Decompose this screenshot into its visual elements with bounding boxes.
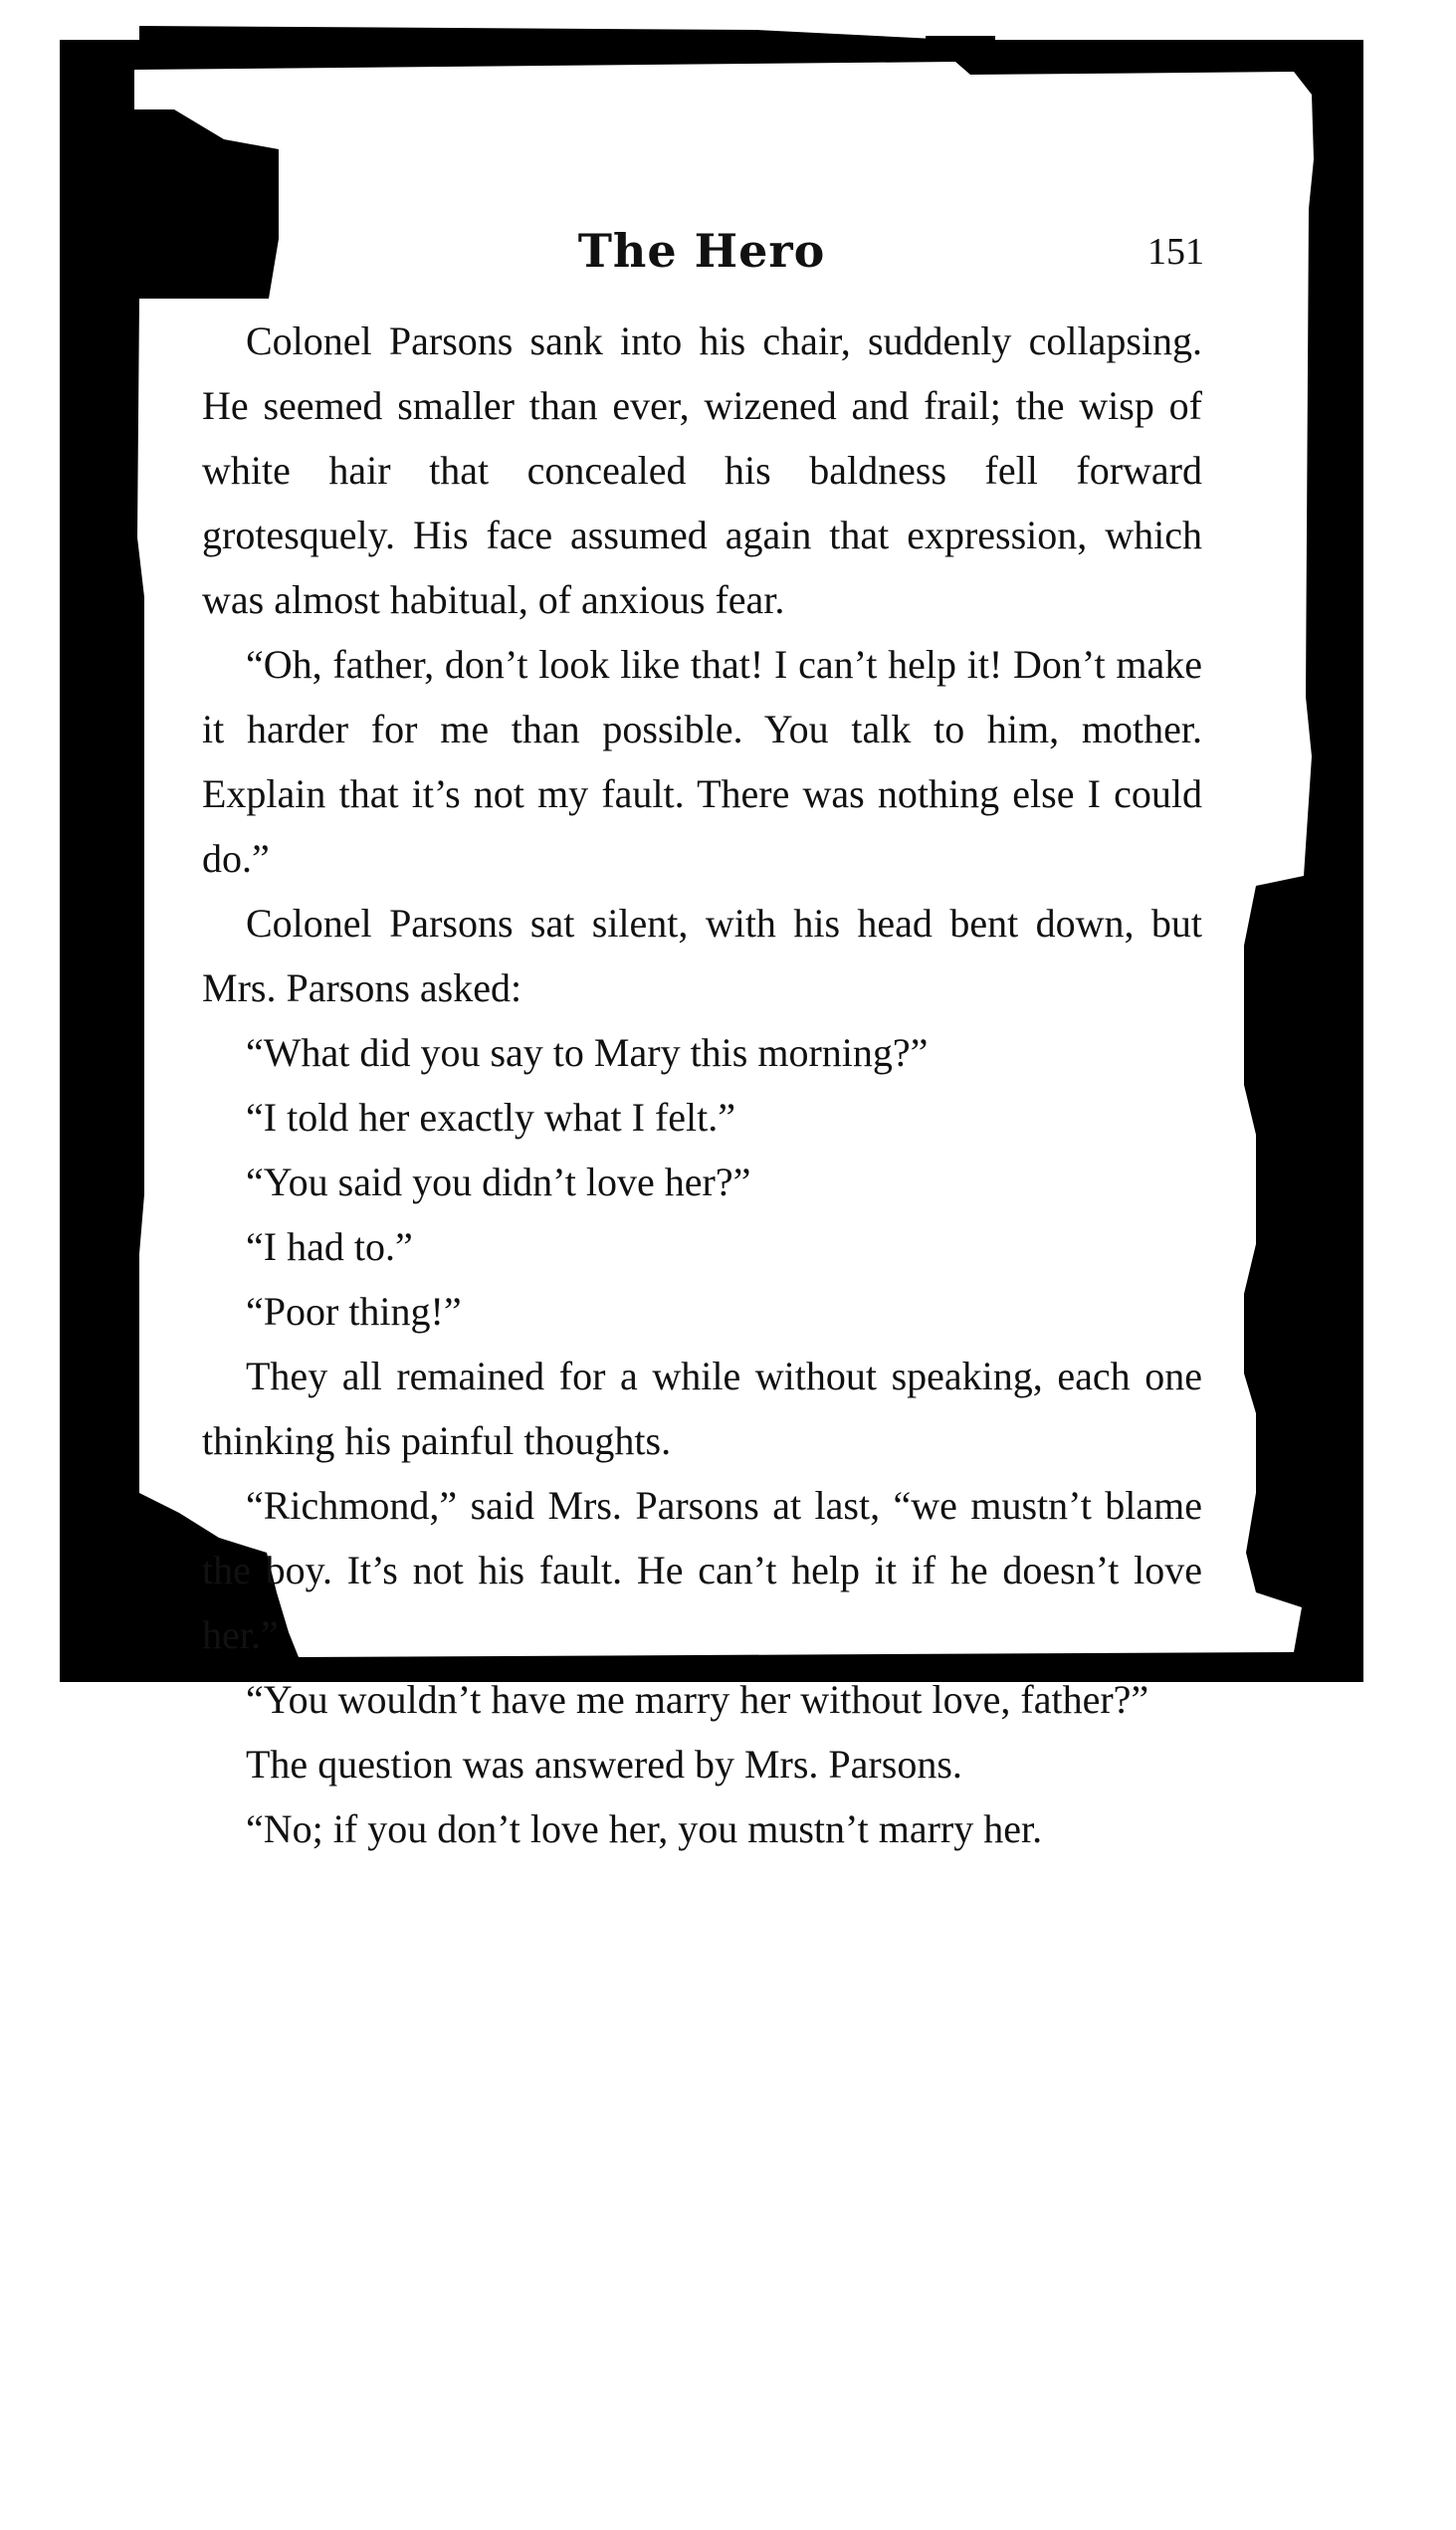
body-text <box>202 309 1202 1861</box>
page-number: 151 <box>1147 231 1204 273</box>
paragraph: “Richmond,” said Mrs. Parsons at last, “we mustn’t blame the boy. It’s not his fault. He can’t help it if he doesn’t love her.” <box>202 1483 1202 1657</box>
paragraph: The question was answered by Mrs. Parsons. <box>246 1742 962 1787</box>
paragraph: “You said you didn’t love her?” <box>246 1160 751 1204</box>
paragraph: “You wouldn’t have me marry her without love, father?” <box>246 1677 1149 1722</box>
paragraph: “I had to.” <box>246 1224 413 1269</box>
paragraph: “I told her exactly what I felt.” <box>246 1095 735 1140</box>
paragraph: “Poor thing!” <box>246 1289 462 1334</box>
paragraph: “Oh, father, don’t look like that! I can’t help it! Don’t make it harder for me than possible. You talk to him, mother. Explain that it’s not my fault. There was nothing else I could do.” <box>202 642 1202 881</box>
page-header <box>199 224 1204 294</box>
paragraph: “No; if you don’t love her, you mustn’t marry her. <box>246 1806 1043 1851</box>
running-head: The Hero <box>577 224 826 278</box>
paragraph: “What did you say to Mary this morning?” <box>246 1030 929 1075</box>
paragraph: Colonel Parsons sat silent, with his head bent down, but Mrs. Parsons asked: <box>202 901 1202 1010</box>
paragraph: They all remained for a while without speaking, each one thinking his painful thoughts. <box>202 1354 1202 1463</box>
paragraph: Colonel Parsons sank into his chair, suddenly collapsing. He seemed smaller than ever, wizened and frail; the wisp of white hair that concealed his baldness fell forward grotesquely. His face assumed again that expression, which was almost habitual, of anxious fear. <box>202 318 1202 622</box>
